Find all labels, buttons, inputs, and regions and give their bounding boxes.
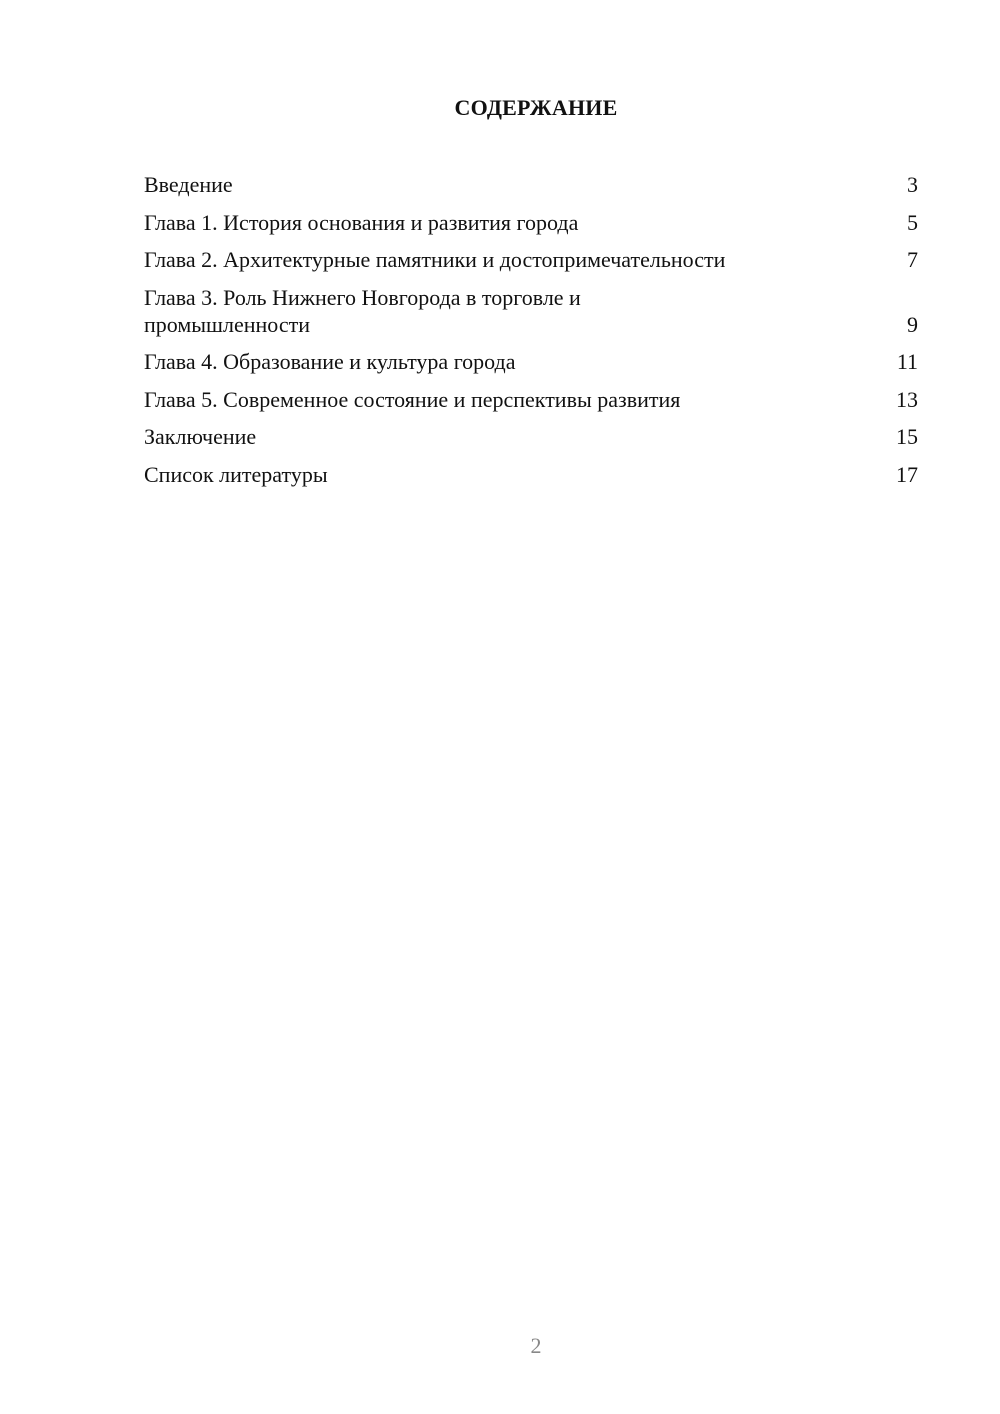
toc-entry-label: Список литературы xyxy=(144,461,328,487)
toc-entry-label: Заключение xyxy=(144,424,257,449)
toc-entry-conclusion[interactable] xyxy=(144,423,918,450)
toc-entry-page-number: 9 xyxy=(907,311,918,337)
page-title: СОДЕРЖАНИЕ xyxy=(454,95,618,120)
toc-entry-chapter-1[interactable] xyxy=(144,209,918,236)
toc-entry-chapter-4[interactable] xyxy=(144,348,918,375)
toc-entry-page-number: 15 xyxy=(896,424,918,449)
toc-entry-chapter-2[interactable] xyxy=(144,246,918,273)
toc-entry-page-number: 7 xyxy=(907,247,918,272)
toc-entry-page-number: 3 xyxy=(907,172,918,197)
table-of-contents xyxy=(144,171,918,498)
toc-entry-label: Глава 1. История основания и развития города xyxy=(144,209,579,235)
toc-entry-page-number: 11 xyxy=(896,349,918,374)
toc-entry-label: Введение xyxy=(144,172,233,197)
page-number: 2 xyxy=(530,1333,542,1358)
toc-entry-page-number: 17 xyxy=(896,461,918,487)
toc-entry-page-number: 13 xyxy=(896,386,918,412)
toc-entry-bibliography[interactable] xyxy=(144,461,918,488)
toc-entry-label: Глава 5. Современное состояние и перспективы развития xyxy=(144,386,681,412)
toc-entry-label: Глава 2. Архитектурные памятники и достопримечательности xyxy=(144,247,726,272)
toc-entry-label: Глава 3. Роль Нижнего Новгорода в торговле и промышленности xyxy=(144,284,581,337)
toc-entry-chapter-5[interactable] xyxy=(144,386,918,413)
toc-entry-introduction[interactable] xyxy=(144,171,918,198)
toc-entry-chapter-3[interactable] xyxy=(144,284,918,338)
toc-entry-page-number: 5 xyxy=(907,209,918,235)
toc-entry-label: Глава 4. Образование и культура города xyxy=(144,349,516,374)
